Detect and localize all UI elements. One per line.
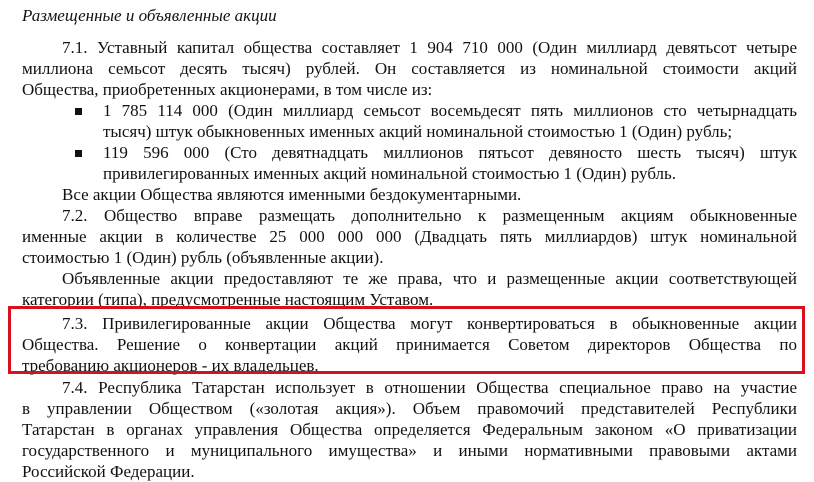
- p71-line2: миллиона семьсот десять тысяч) рублей. Он составляется из номинальной стоимости акций: [22, 59, 797, 78]
- p71-line1: 7.1. Уставный капитал общества составляет 1 904 710 000 (Один миллиард девятьсот четыре: [62, 38, 797, 57]
- bullet-square-icon: [75, 108, 82, 115]
- section-heading: Размещенные и объявленные акции: [22, 6, 277, 25]
- declared-line2: категории (типа), предусмотренные настоящим Уставом.: [22, 290, 434, 309]
- p73-line3: требованию акционеров - их владельцев.: [22, 356, 319, 375]
- bullet-square-icon: [75, 150, 82, 157]
- bullet2-line1: 119 596 000 (Сто девятнадцать миллионов пятьсот девяносто шесть тысяч) штук: [103, 143, 797, 162]
- p72-line2: именные акции в количестве 25 000 000 000 (Двадцать пять миллиардов) штук номинальной: [22, 227, 797, 246]
- all-shares-text: Все акции Общества являются именными бездокументарными.: [62, 185, 522, 204]
- p74-line2: в управлении Обществом («золотая акция»). Объем правомочий представителей Республики: [22, 399, 797, 418]
- p73-line1: 7.3. Привилегированные акции Общества могут конвертироваться в обыкновенные акции: [62, 314, 797, 333]
- p74-line4: государственного и муниципального имущества» и иными нормативными правовыми актами: [22, 441, 797, 460]
- p74-line1: 7.4. Республика Татарстан использует в отношении Общества специальное право на участие: [62, 378, 797, 397]
- bullet2-line2: привилегированных именных акций номинальной стоимостью 1 (Один) рубль.: [103, 164, 677, 183]
- declared-line1: Объявленные акции предоставляют те же права, что и размещенные акции соответствующей: [62, 269, 797, 288]
- p71-line3: Общества, приобретенных акционерами, в том числе из:: [22, 80, 433, 99]
- bullet1-line1: 1 785 114 000 (Один миллиард семьсот восемьдесят пять миллионов сто четырнадцать: [103, 101, 797, 120]
- p74-line5: Российской Федерации.: [22, 462, 195, 481]
- p72-line1: 7.2. Общество вправе размещать дополнительно к размещенным акциям обыкновенные: [62, 206, 797, 225]
- p73-line2: Общества. Решение о конвертации акций принимается Советом директоров Общества по: [22, 335, 797, 354]
- bullet1-line2: тысяч) штук обыкновенных именных акций номинальной стоимостью 1 (Один) рубль;: [103, 122, 733, 141]
- p72-line3: стоимостью 1 (Один) рубль (объявленные акции).: [22, 248, 384, 267]
- p74-line3: Татарстан в органах управления Общества определяется Федеральным законом «О приватизации: [22, 420, 797, 439]
- highlight-box: [8, 306, 805, 374]
